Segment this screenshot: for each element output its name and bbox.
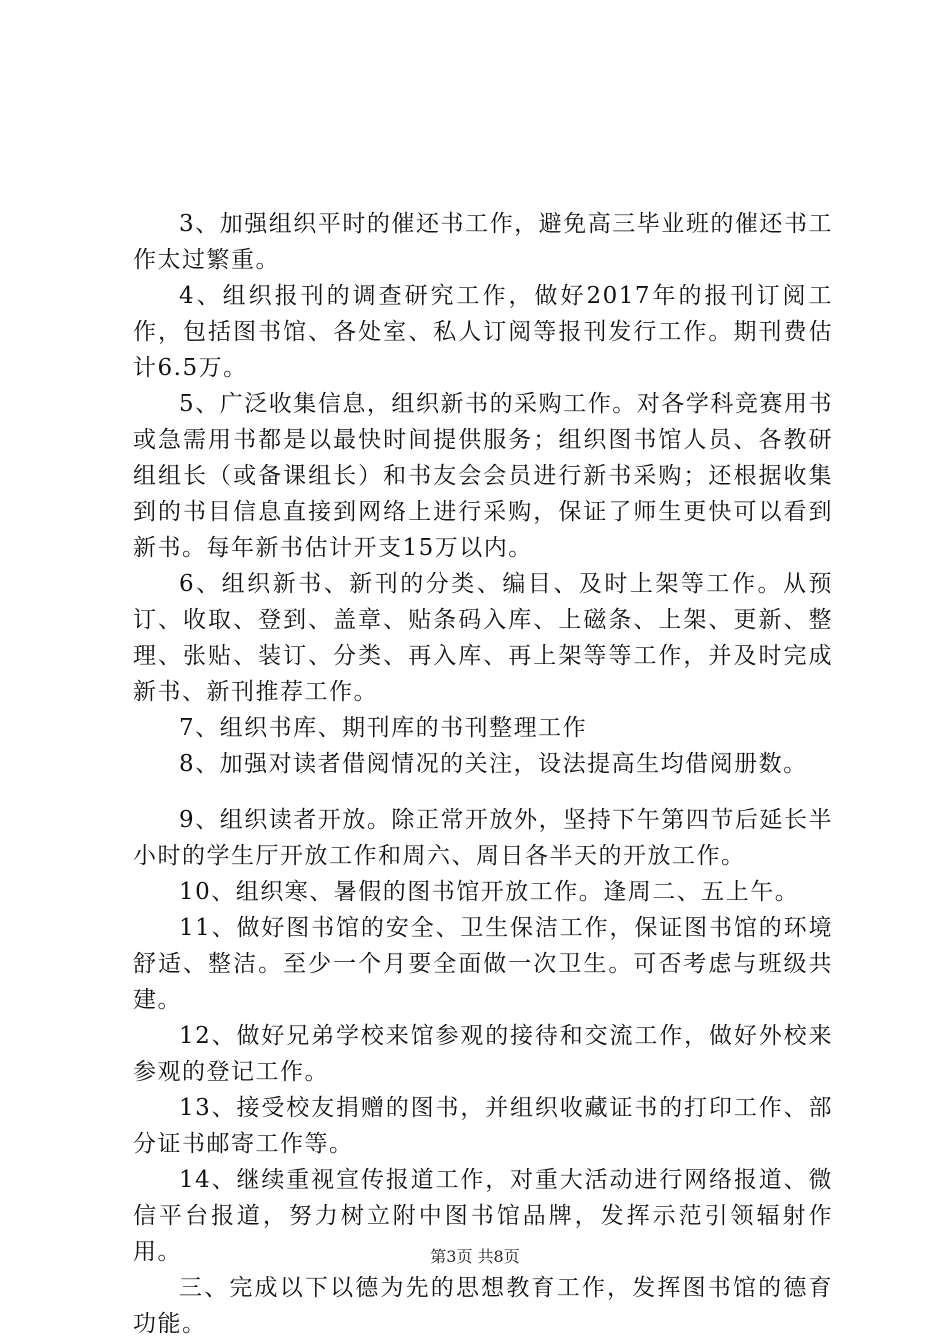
paragraph-8: 8、加强对读者借阅情况的关注，设法提高生均借阅册数。 [179, 751, 808, 777]
paragraph-6: 6、组织新书、新刊的分类、编目、及时上架等工作。从预订、收取、登到、盖章、贴条码入库、上磁条、上架、更新、整理、张贴、装订、分类、再入库、再上架等等工作，并及时完成新书、新刊推荐工作。 [133, 571, 833, 705]
section-three-heading: 三、完成以下以德为先的思想教育工作，发挥图书馆的德育功能。 [133, 1275, 833, 1337]
paragraph-3: 3、加强组织平时的催还书工作，避免高三毕业班的催还书工作太过繁重。 [133, 211, 833, 273]
document-body [133, 206, 833, 1342]
paragraph-9: 9、组织读者开放。除正常开放外，坚持下午第四节后延长半小时的学生厅开放工作和周六、周日各半天的开放工作。 [133, 807, 833, 869]
paragraph-10: 10、组织寒、暑假的图书馆开放工作。逢周二、五上午。 [179, 879, 800, 905]
paragraph-4: 4、组织报刊的调查研究工作，做好2017年的报刊订阅工作，包括图书馆、各处室、私人订阅等报刊发行工作。期刊费估计6.5万。 [133, 283, 833, 381]
paragraph-13: 13、接受校友捐赠的图书，并组织收藏证书的打印工作、部分证书邮寄工作等。 [133, 1095, 833, 1157]
paragraph-gap [133, 782, 833, 802]
paragraph-5: 5、广泛收集信息，组织新书的采购工作。对各学科竞赛用书或急需用书都是以最快时间提供服务；组织图书馆人员、各教研组组长（或备课组长）和书友会会员进行新书采购；还根据收集到的书目信息直接到网络上进行采购，保证了师生更快可以看到新书。每年新书估计开支15万以内。 [133, 391, 833, 561]
page-number-footer: 第3页 共8页 [430, 1247, 520, 1266]
paragraph-14: 14、继续重视宣传报道工作，对重大活动进行网络报道、微信平台报道，努力树立附中图书馆品牌，发挥示范引领辐射作用。 [133, 1167, 833, 1265]
paragraph-11: 11、做好图书馆的安全、卫生保洁工作，保证图书馆的环境舒适、整洁。至少一个月要全面做一次卫生。可否考虑与班级共建。 [133, 915, 833, 1013]
paragraph-12: 12、做好兄弟学校来馆参观的接待和交流工作，做好外校来参观的登记工作。 [133, 1023, 833, 1085]
paragraph-7: 7、组织书库、期刊库的书刊整理工作 [179, 715, 588, 741]
